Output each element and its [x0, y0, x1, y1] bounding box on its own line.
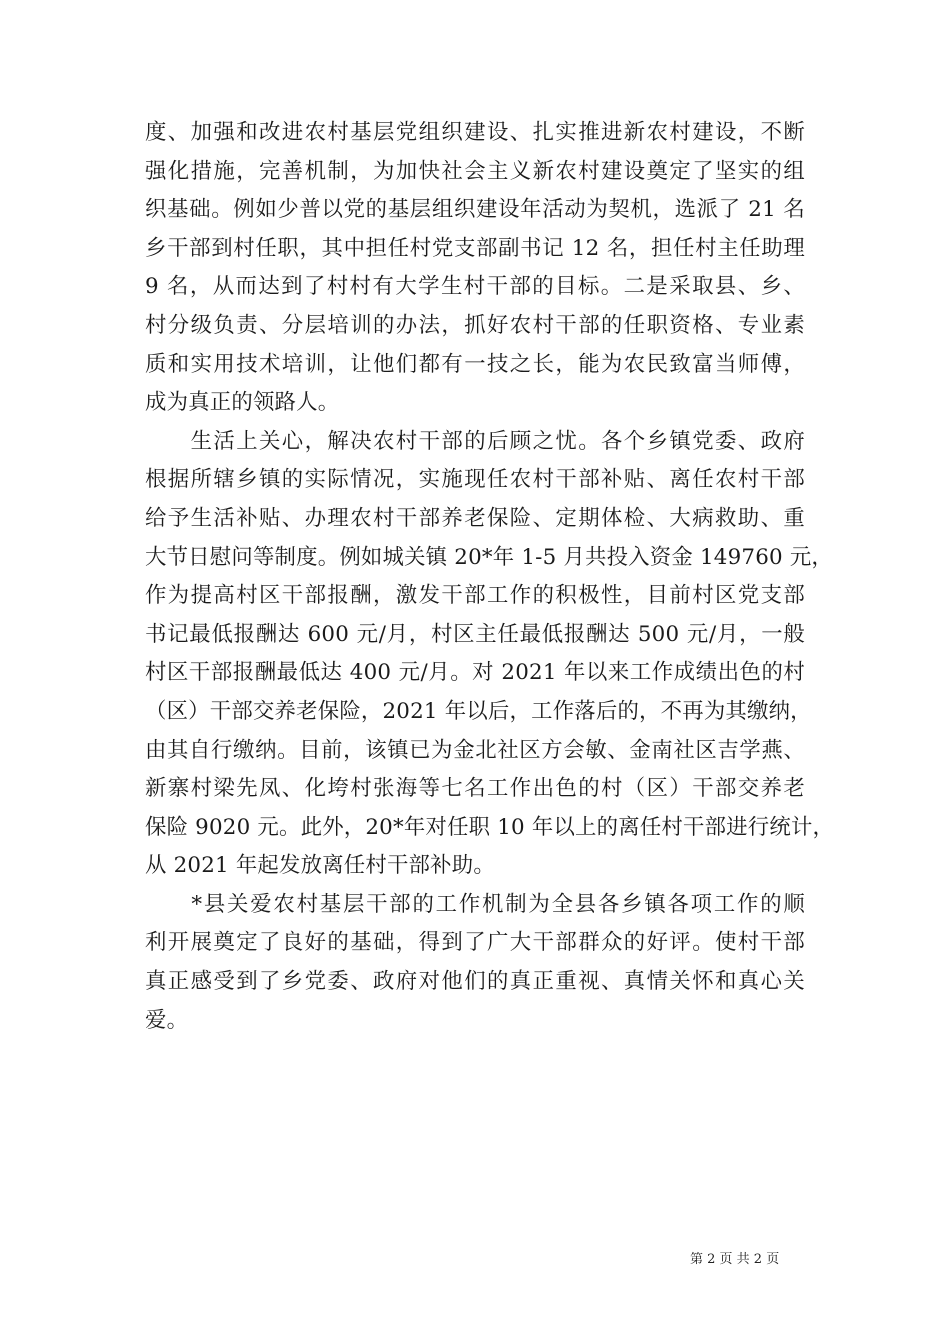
text-line: 由其自行缴纳。目前，该镇已为金北社区方会敏、金南社区吉学燕、 — [145, 737, 805, 763]
text-line: 质和实用技术培训，让他们都有一技之长，能为农民致富当师傅， — [145, 351, 805, 377]
text-line: 生活上关心，解决农村干部的后顾之忧。各个乡镇党委、政府 — [145, 428, 805, 454]
text-line: 9 名，从而达到了村村有大学生村干部的目标。二是采取县、乡、 — [145, 274, 805, 300]
text-line: 爱。 — [145, 1007, 189, 1033]
text-line: 强化措施，完善机制，为加快社会主义新农村建设奠定了坚实的组 — [145, 158, 805, 184]
text-line: （区）干部交养老保险，2021 年以后，工作落后的，不再为其缴纳， — [145, 698, 812, 724]
text-line: 乡干部到村任职，其中担任村党支部副书记 12 名，担任村主任助理 — [145, 235, 805, 261]
page-footer: 第 2 页 共 2 页 — [690, 1252, 780, 1267]
text-line: 成为真正的领路人。 — [145, 390, 340, 416]
text-line: 新寨村梁先凤、化垮村张海等七名工作出色的村（区）干部交养老 — [145, 776, 805, 802]
text-line: 保险 9020 元。此外，20*年对任职 10 年以上的离任村干部进行统计， — [145, 814, 835, 840]
text-line: 度、加强和改进农村基层党组织建设、扎实推进新农村建设，不断 — [145, 120, 805, 145]
body-text — [145, 114, 835, 1040]
text-line: 利开展奠定了良好的基础，得到了广大干部群众的好评。使村干部 — [145, 930, 805, 956]
text-line: 给予生活补贴、办理农村干部养老保险、定期体检、大病救助、重 — [145, 505, 805, 531]
text-line: 村分级负责、分层培训的办法，抓好农村干部的任职资格、专业素 — [145, 312, 805, 338]
text-line: 根据所辖乡镇的实际情况，实施现任农村干部补贴、离任农村干部 — [145, 467, 805, 493]
text-line: 村区干部报酬最低达 400 元/月。对 2021 年以来工作成绩出色的村 — [145, 660, 805, 686]
text-line: 书记最低报酬达 600 元/月，村区主任最低报酬达 500 元/月，一般 — [145, 621, 805, 647]
text-line: 作为提高村区干部报酬，激发干部工作的积极性，目前村区党支部 — [145, 583, 805, 609]
text-line: 织基础。例如少普以党的基层组织建设年活动为契机，选派了 21 名 — [145, 197, 805, 223]
text-line: 从 2021 年起发放离任村干部补助。 — [145, 853, 495, 879]
text-line: 真正感受到了乡党委、政府对他们的真正重视、真情关怀和真心关 — [145, 969, 805, 995]
text-line: *县关爱农村基层干部的工作机制为全县各乡镇各项工作的顺 — [145, 891, 805, 917]
text-line: 大节日慰问等制度。例如城关镇 20*年 1-5 月共投入资金 149760 元， — [145, 544, 833, 570]
